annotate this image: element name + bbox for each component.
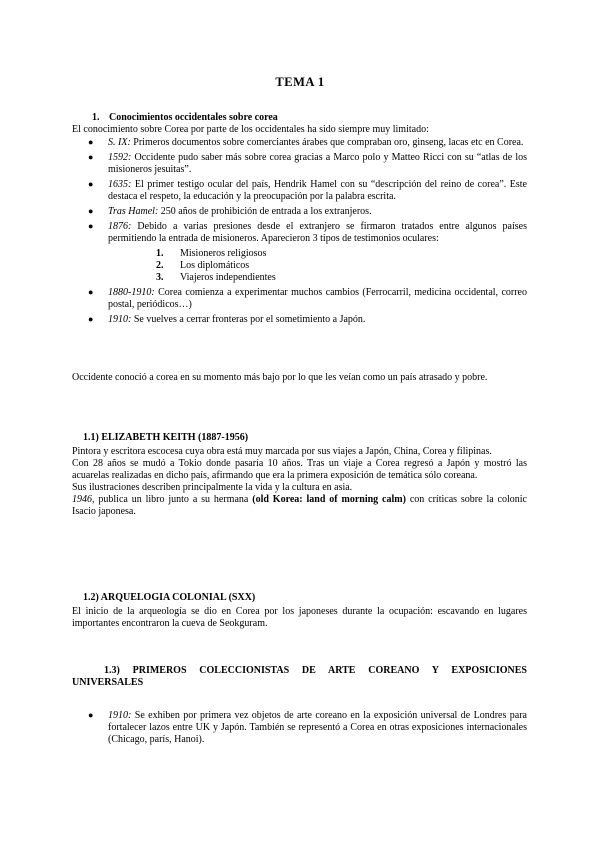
item-lead: 1910: xyxy=(108,314,132,325)
bullet-icon: ● xyxy=(88,221,94,231)
section-1-2-heading: 1.2) ARQUELOGIA COLONIAL (SXX) xyxy=(83,592,256,603)
witness-types-list xyxy=(72,248,527,284)
bullet-icon: ● xyxy=(88,314,94,324)
item-lead: 1876: xyxy=(108,221,132,232)
item-text: Misioneros religiosos xyxy=(180,248,267,259)
item-lead: S. IX: xyxy=(108,137,131,148)
item-lead: 1880-1910: xyxy=(108,287,155,298)
item-text: Se exhiben por primera vez objetos de arte coreano en la exposición universal de Londres para fortalecer lazos entre UK y Japón. También se representó a Corea en otras exposiciones internacionales (Chicago, parís, Hanoi). xyxy=(108,710,527,745)
section-1-1-heading: 1.1) ELIZABETH KEITH (1887-1956) xyxy=(83,432,249,443)
section-1-3-heading xyxy=(72,665,527,689)
book-title: (old Korea: land of morning calm) xyxy=(252,494,406,505)
text: con críticas sobre la colonic Isacio japonesa. xyxy=(72,494,527,517)
bullet-icon: ● xyxy=(88,287,94,297)
paragraph: Pintora y escritora escocesa cuya obra está muy marcada por sus viajes a Japón, China, Corea y filipinas. xyxy=(72,446,492,457)
item-text: Los diplomáticos xyxy=(180,260,250,271)
list-item xyxy=(156,260,527,272)
section-1-1-body xyxy=(72,446,527,518)
paragraph: Sus ilustraciones describen principalmente la vida y la cultura en asia. xyxy=(72,482,353,493)
bullet-icon: ● xyxy=(88,710,94,720)
bullet-icon: ● xyxy=(88,206,94,216)
list-item xyxy=(156,272,527,284)
item-lead: 1592: xyxy=(108,152,132,163)
item-text: Primeros documentos sobre comerciantes árabes que compraban oro, ginseng, lacas etc en Corea. xyxy=(130,137,524,148)
section-1-2-body: El inicio de la arqueología se dio en Corea por los japoneses durante la ocupación: escavando en lugares importantes encontraron la cueva de Seokguram. xyxy=(72,606,527,629)
section-1-list xyxy=(72,137,527,329)
year: 1946 xyxy=(72,494,92,505)
list-item xyxy=(72,287,527,311)
section-1-heading xyxy=(92,112,278,124)
text: , publica un libro junto a su hermana xyxy=(92,494,253,505)
item-text: Debido a varias presiones desde el extranjero se firmaron tratados entre algunos países permitiendo la entrada de misioneros. Aparecieron 3 tipos de testimonios oculares: xyxy=(108,221,527,244)
section-1-closing: Occidente conoció a corea en su momento más bajo por lo que les veían como un país atrasado y pobre. xyxy=(72,372,488,383)
section-1-intro: El conocimiento sobre Corea por parte de los occidentales ha sido siempre muy limitado: xyxy=(72,124,429,135)
item-lead: 1635: xyxy=(108,179,132,190)
item-text: 250 años de prohibición de entrada a los extranjeros. xyxy=(158,206,372,217)
page-title: TEMA 1 xyxy=(275,75,325,89)
bullet-icon: ● xyxy=(88,152,94,162)
bullet-icon: ● xyxy=(88,137,94,147)
list-item xyxy=(72,179,527,203)
item-text: El primer testigo ocular del país, Hendrik Hamel con su “descripción del reino de corea”. Este destaca el respeto, la educación y la preocupación por la palabra escrita. xyxy=(108,179,527,202)
list-item xyxy=(72,221,527,245)
item-lead: Tras Hamel: xyxy=(108,206,159,217)
bullet-icon: ● xyxy=(88,179,94,189)
list-item xyxy=(156,248,527,260)
item-text: Viajeros independientes xyxy=(180,272,276,283)
list-item xyxy=(72,152,527,176)
section-1-heading-text: Conocimientos occidentales sobre corea xyxy=(109,112,278,123)
item-lead: 1910: xyxy=(108,710,132,721)
item-number: 1. xyxy=(156,248,164,259)
section-1-3-heading-text: 1.3) PRIMEROS COLECCIONISTAS DE ARTE COREANO Y EXPOSICIONES UNIVERSALES xyxy=(72,665,527,688)
paragraph xyxy=(72,494,527,518)
item-number: 3. xyxy=(156,272,164,283)
item-number: 2. xyxy=(156,260,164,271)
list-item xyxy=(72,710,527,746)
paragraph: Con 28 años se mudó a Tokio donde pasaría 10 años. Tras un viaje a Corea regresó a Japón y mostró las acuarelas realizadas en dicho país, afirmando que era la primera exposición de temática sólo coreana. xyxy=(72,458,527,481)
item-text: Occidente pudo saber más sobre corea gracias a Marco polo y Matteo Ricci con su “atlas de los misioneros jesuitas”. xyxy=(108,152,527,175)
item-text: Corea comienza a experimentar muchos cambios (Ferrocarril, medicina occidental, correo postal, periódicos…) xyxy=(108,287,527,310)
list-item xyxy=(72,206,527,218)
section-1-number: 1. xyxy=(92,112,100,123)
item-text: Se vuelves a cerrar fronteras por el sometimiento a Japón. xyxy=(131,314,366,325)
list-item xyxy=(72,314,527,326)
list-item xyxy=(72,137,527,149)
section-1-3-list xyxy=(72,710,527,749)
